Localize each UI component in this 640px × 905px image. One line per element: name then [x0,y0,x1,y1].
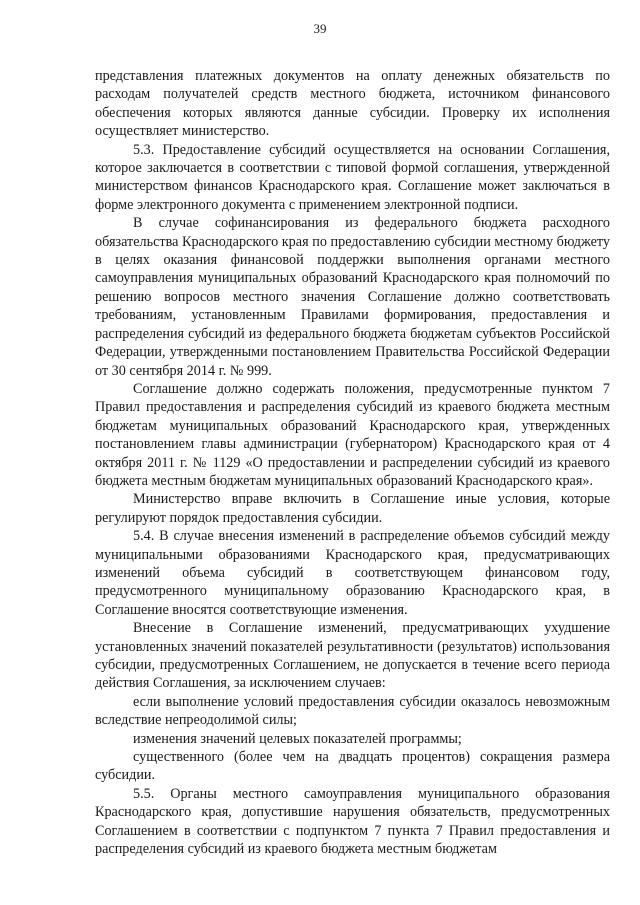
paragraph-amendments: Внесение в Соглашение изменений, предусматривающих ухудшение установленных значений показателей результативности (результатов) использования субсидии, предусмотренных Соглашением, не допускается в течение всего периода действия Соглашения, за исключением случаев: [95,620,610,692]
page-number: 39 [313,21,327,36]
paragraph-exception-reduction: существенного (более чем на двадцать процентов) сокращения размера субсидии. [95,749,610,784]
paragraph-ministry-conditions: Министерство вправе включить в Соглашение иные условия, которые регулируют порядок предоставления субсидии. [95,491,610,526]
paragraph-agreement-provisions: Соглашение должно содержать положения, предусмотренные пунктом 7 Правил предоставления и распределения субсидий из краевого бюджета местным бюджетам муниципальных образований Краснодарского края, утвержденных постановлением главы администрации (губернатором) Краснодарского края от 4 октября 2011 г. № 1129 «О предоставлении и распределении субсидий из краевого бюджета местным бюджетам муниципальных образований Краснодарского края». [95,380,610,489]
paragraph-exception-targets: изменения значений целевых показателей программы; [133,730,462,747]
paragraph-5-5: 5.5. Органы местного самоуправления муниципального образования Краснодарского края, допустившие нарушения обязательств, предусмотренных Соглашением в соответствии с подпунктом 7 пункта 7 Правил предоставления и распределения субсидий из краевого бюджета местным бюджетам [95,785,610,858]
document-body [95,67,610,858]
paragraph-exception-force-majeure: если выполнение условий предоставления субсидии оказалось невозможным вследствие непреодолимой силы; [95,693,610,729]
paragraph-5-3: 5.3. Предоставление субсидий осуществляется на основании Соглашения, которое заключается в соответствии с типовой формой соглашения, утвержденной министерством финансов Краснодарского края. Соглашение может заключаться в форме электронного документа с применением электронной подписи. [95,141,610,213]
paragraph-cofinancing: В случае софинансирования из федерального бюджета расходного обязательства Краснодарского края по предоставлению субсидии местному бюджету в целях оказания финансовой поддержки выполнения органами местного самоуправления муниципальных образований Краснодарского края полномочий по решению вопросов местного значения Соглашение должно соответствовать требованиям, установленным Правилами формирования, предоставления и распределения субсидий из федерального бюджета бюджетам субъектов Российской Федерации, утвержденными постановлением Правительства Российской Федерации от 30 сентября 2014 г. № 999. [95,215,610,379]
paragraph-5-4: 5.4. В случае внесения изменений в распределение объемов субсидий между муниципальными образованиями Краснодарского края, предусматривающих изменений объема субсидий в соответствующем финансовом году, предусмотренного муниципальному образованию Краснодарского края, в Соглашение вносятся соответствующие изменения. [95,528,610,618]
paragraph-continuation: представления платежных документов на оплату денежных обязательств по расходам получателей средств местного бюджета, источником финансового обеспечения которых являются данные субсидии. Проверку их исполнения осуществляет министерство. [95,68,610,140]
